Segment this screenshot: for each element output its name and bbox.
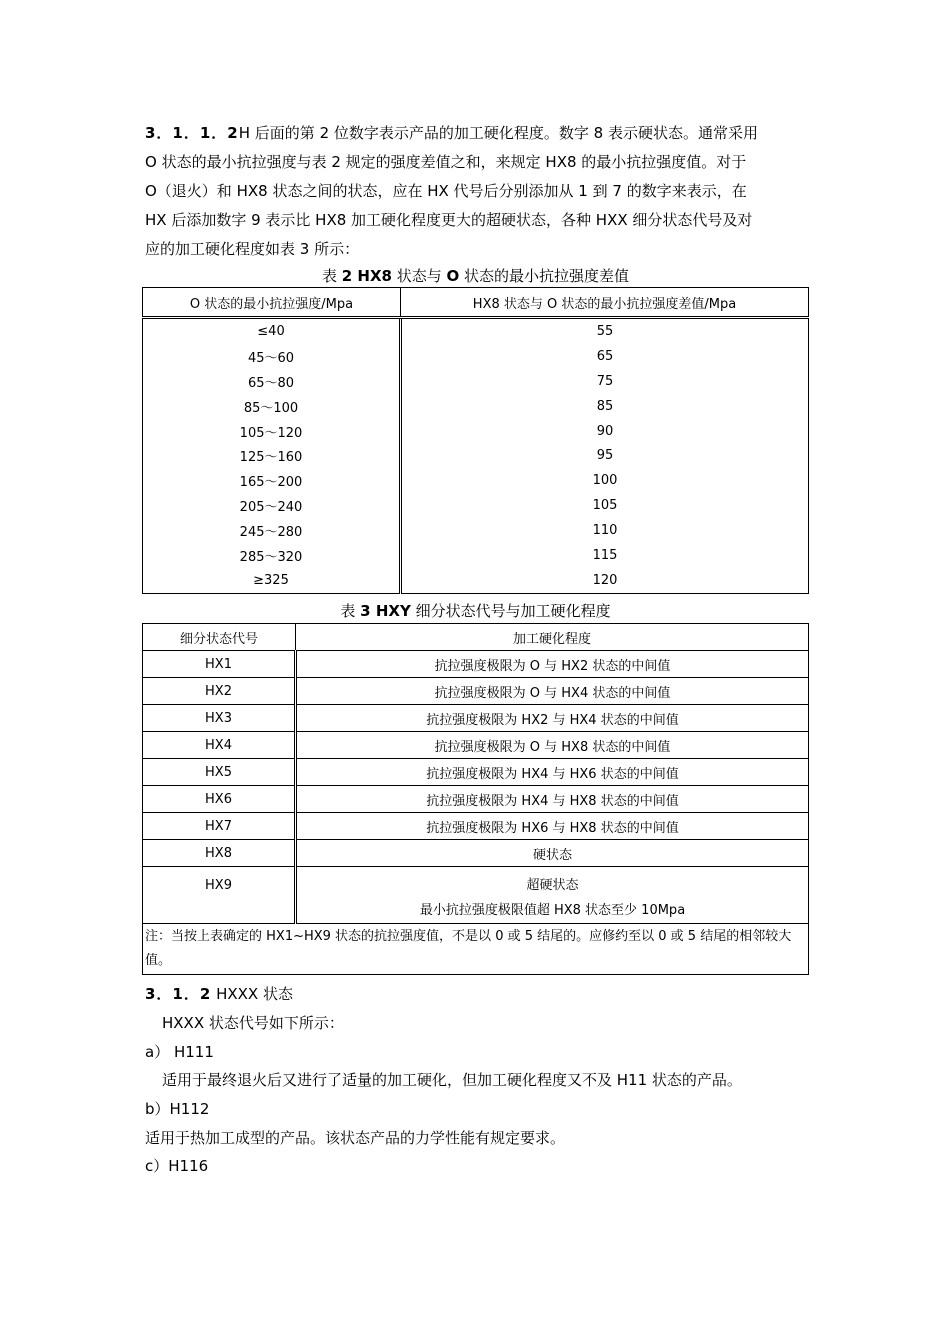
table2-caption: 表 2 HX8 状态与 O 状态的最小抗拉强度差值 [321,267,630,285]
table3-degree-cell: 抗拉强度极限为 O 与 HX4 状态的中间值 [296,678,809,705]
table3-code-cell: HX1 [143,651,296,678]
table3-caption: 表 3 HXY 细分状态代号与加工硬化程度 [340,602,611,620]
table-row [143,705,809,732]
table-row [143,344,809,369]
table3-note: 注：当按上表确定的 HX1~HX9 状态的抗拉强度值，不是以 0 或 5 结尾的。应修约至以 0 或 5 结尾的相邻较大值。 [143,924,809,975]
table3-code-cell: HX3 [143,705,296,732]
table-row [143,759,809,786]
table-row [143,867,809,924]
table2-o-strength-cell: 205～240 [143,493,401,518]
table3-code-cell: HX2 [143,678,296,705]
item-a-label: a） H111 [145,1043,214,1061]
table-row [143,493,809,518]
table-row [143,394,809,419]
table3-degree-cell: 抗拉强度极限为 HX4 与 HX8 状态的中间值 [296,786,809,813]
section-number: 3．1．2 [145,985,212,1003]
table-row [143,840,809,867]
table3-degree-cell: 硬状态 [296,840,809,867]
table2-o-strength-cell: 285～320 [143,543,401,568]
table3-degree-cell: 抗拉强度极限为 HX6 与 HX8 状态的中间值 [296,813,809,840]
table3-degree-hx9: 超硬状态 最小抗拉强度极限值超 HX8 状态至少 10Mpa [296,867,809,924]
table3-header-code: 细分状态代号 [143,624,296,651]
table-row [143,786,809,813]
item-b-label: b）H112 [145,1100,210,1118]
item-b-text: 适用于热加工成型的产品。该状态产品的力学性能有规定要求。 [145,1129,566,1147]
clause-number: 3．1．1．2 [145,124,239,142]
table2-header-difference: HX8 状态与 O 状态的最小抗拉强度差值/Mpa [401,288,809,318]
table-row [143,678,809,705]
table-row [143,419,809,444]
table2-difference-cell: 55 [596,323,614,339]
table3-body [143,651,809,867]
table3-header-degree: 加工硬化程度 [296,624,809,651]
table-row [143,732,809,759]
table3-degree-cell: 抗拉强度极限为 HX4 与 HX6 状态的中间值 [296,759,809,786]
table3-code-cell: HX7 [143,813,296,840]
table2-o-strength-cell: 65～80 [143,369,401,394]
table2-difference-cell: 110 [592,523,618,539]
section-title: HXXX 状态 [211,985,293,1003]
intro-line-3: O（退火）和 HX8 状态之间的状态，应在 HX 代号后分别添加从 1 到 7 的数字来表示，在 [145,182,747,200]
table2-difference-cell: 65 [596,348,614,364]
table2-o-strength-cell: 245～280 [143,518,401,543]
table2-o-strength-cell: ≥325 [143,568,401,593]
intro-paragraph [145,119,810,264]
item-c-label: c）H116 [145,1157,209,1175]
table3-degree-cell: 抗拉强度极限为 O 与 HX2 状态的中间值 [296,651,809,678]
table3-note-row [143,924,809,975]
table3-code-cell: HX8 [143,840,296,867]
table-row [143,468,809,493]
table-row [143,443,809,468]
table3-code-hx9: HX9 [143,867,296,924]
table2 [142,287,809,594]
table2-difference-cell: 120 [401,568,809,593]
table2-difference-cell: 85 [596,398,614,414]
table2-header-row [143,288,809,318]
table2-difference-cell: 100 [592,473,618,489]
table3-code-cell: HX4 [143,732,296,759]
intro-line-4: HX 后添加数字 9 表示比 HX8 加工硬化程度更大的超硬状态，各种 HXX 细分状态代号及对 [145,211,753,229]
table3 [142,623,809,975]
table3-degree-cell: 抗拉强度极限为 HX2 与 HX4 状态的中间值 [296,705,809,732]
table-row [143,318,809,344]
intro-line-5: 应的加工硬化程度如表 3 所示： [145,240,360,258]
table-row [143,518,809,543]
table2-o-strength-cell: 125～160 [143,443,401,468]
table3-degree-cell: 抗拉强度极限为 O 与 HX8 状态的中间值 [296,732,809,759]
table3-code-cell: HX6 [143,786,296,813]
table-row [143,543,809,568]
table2-o-strength-cell: 85～100 [143,394,401,419]
section-intro: HXXX 状态代号如下所示： [162,1014,344,1032]
table2-difference-cell: 75 [596,373,614,389]
item-a-text: 适用于最终退火后又进行了适量的加工硬化，但加工硬化程度又不及 H11 状态的产品。 [162,1071,742,1089]
table2-o-strength-cell: 45～60 [143,344,401,369]
table-row [143,813,809,840]
table2-o-strength-cell: ≤40 [143,318,401,344]
table-row [143,568,809,593]
table3-code-cell: HX5 [143,759,296,786]
table2-header-o-strength: O 状态的最小抗拉强度/Mpa [143,288,401,318]
table2-o-strength-cell: 165～200 [143,468,401,493]
table2-o-strength-cell: 105～120 [143,419,401,444]
intro-line-1: 3．1．1．2H 后面的第 2 位数字表示产品的加工硬化程度。数字 8 表示硬状态。通常采用 [145,124,758,142]
table2-difference-cell: 115 [592,547,618,563]
table3-header-row [143,624,809,651]
table2-difference-cell: 105 [592,498,618,514]
table2-difference-cell: 95 [596,448,614,464]
table2-difference-cell: 90 [596,423,614,439]
section-heading [145,984,293,1004]
table-row [143,651,809,678]
intro-line-2: O 状态的最小抗拉强度与表 2 规定的强度差值之和，来规定 HX8 的最小抗拉强度值。对于 [145,153,747,171]
table-row [143,369,809,394]
table2-body [143,318,809,594]
